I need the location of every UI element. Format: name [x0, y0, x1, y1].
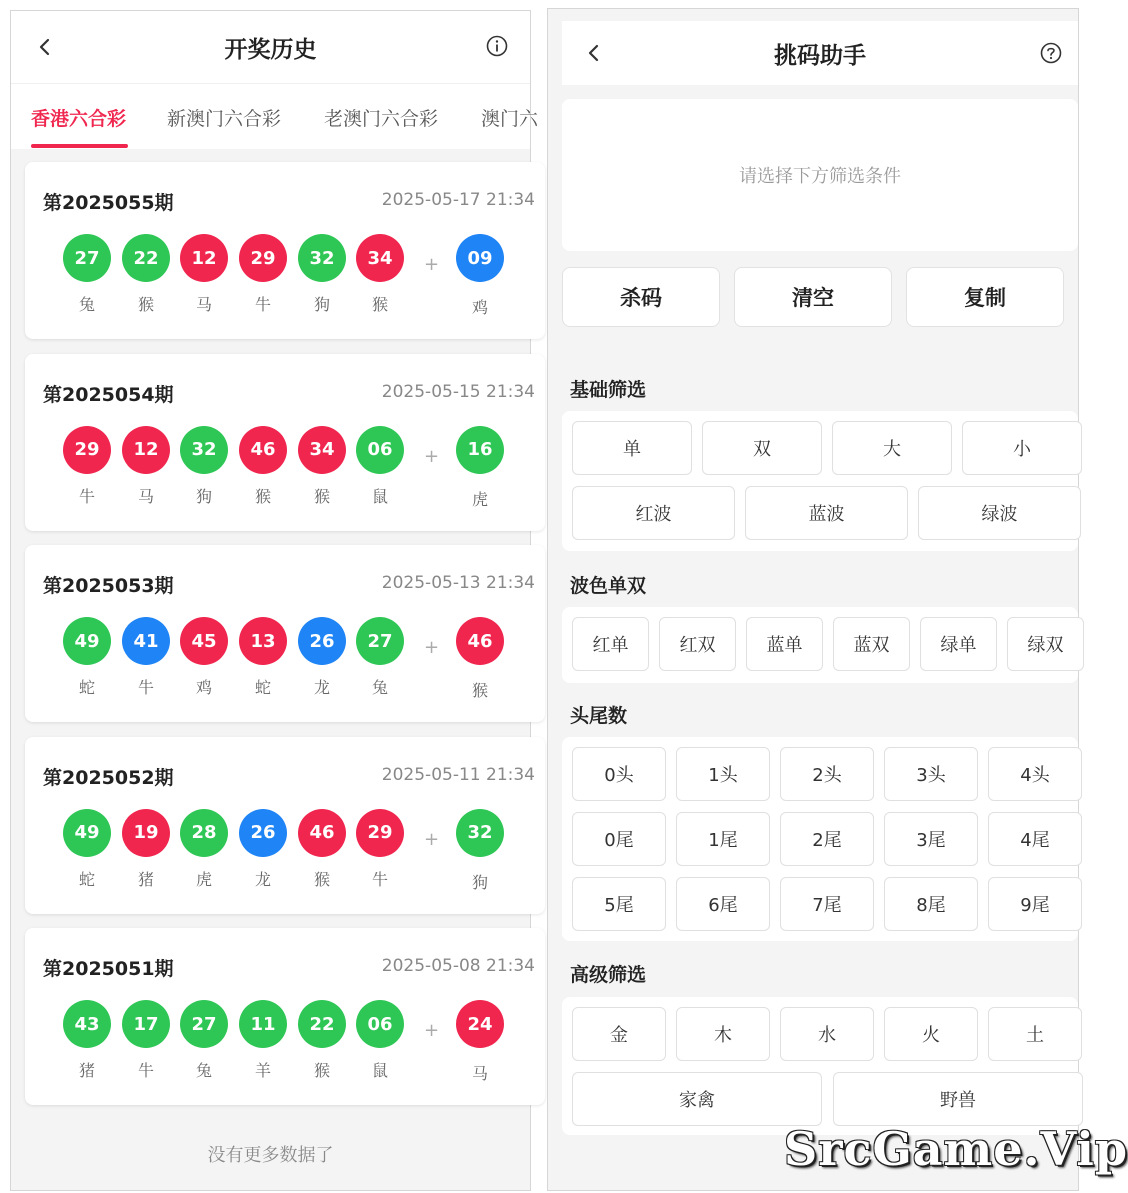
active-tab-indicator: [31, 144, 128, 148]
filter-option-wave-parity[interactable]: 蓝单: [746, 617, 823, 671]
draw-card[interactable]: [25, 545, 545, 722]
watermark: SrcGame.Vip: [784, 1122, 1128, 1176]
filter-option-tail[interactable]: 5尾: [572, 877, 666, 931]
filter-option-tail[interactable]: 6尾: [676, 877, 770, 931]
filter-option-animal-type[interactable]: 家禽: [572, 1072, 822, 1126]
number-ball: 22: [298, 1000, 346, 1048]
number-ball: 12: [122, 426, 170, 474]
filter-option-head[interactable]: 1头: [676, 747, 770, 801]
history-header: [11, 11, 530, 83]
filter-option-tail[interactable]: 3尾: [884, 812, 978, 866]
draw-time: 2025-05-15 21:34: [381, 381, 535, 402]
filter-option-tail[interactable]: 2尾: [780, 812, 874, 866]
plus-separator: +: [424, 254, 440, 275]
number-ball: 26: [239, 809, 287, 857]
filter-option-wave-color[interactable]: 红波: [572, 486, 735, 540]
number-ball: 28: [180, 809, 228, 857]
number-ball: 27: [180, 1000, 228, 1048]
filter-option-element[interactable]: 火: [884, 1007, 978, 1061]
number-ball: 41: [122, 617, 170, 665]
number-ball: 17: [122, 1000, 170, 1048]
zodiac-label: 蛇: [78, 869, 95, 889]
zodiac-label: 鸡: [471, 298, 488, 317]
section-basic-title: 基础筛选: [570, 379, 647, 401]
tab-hk-marksix[interactable]: 香港六合彩: [31, 108, 127, 130]
zodiac-label: 虎: [471, 489, 488, 509]
plus-separator: +: [424, 445, 440, 467]
draw-card[interactable]: [25, 162, 545, 339]
zodiac-label: 猪: [137, 869, 154, 889]
special-number-ball: 32: [456, 809, 504, 857]
section-headtail-title: 头尾数: [570, 705, 628, 727]
plus-separator: +: [424, 828, 440, 850]
info-icon[interactable]: [486, 35, 508, 57]
draw-card[interactable]: [25, 928, 545, 1105]
number-ball: 49: [63, 809, 111, 857]
zodiac-label: 狗: [471, 872, 488, 892]
zodiac-label: 牛: [371, 869, 388, 889]
number-ball: 12: [180, 234, 228, 282]
zodiac-label: 牛: [254, 295, 271, 314]
filter-option-wave-parity[interactable]: 蓝双: [833, 617, 910, 671]
filter-option-element[interactable]: 木: [676, 1007, 770, 1061]
number-ball: 29: [239, 234, 287, 282]
zodiac-label: 马: [471, 1064, 488, 1083]
picker-header: [562, 21, 1078, 85]
number-ball: 06: [356, 426, 404, 474]
tab-old-macau[interactable]: 老澳门六合彩: [324, 108, 439, 130]
draw-period: 第2025051期: [43, 958, 174, 980]
number-ball: 11: [239, 1000, 287, 1048]
zodiac-label: 蛇: [254, 678, 271, 697]
filter-option-tail[interactable]: 7尾: [780, 877, 874, 931]
filter-option-head[interactable]: 0头: [572, 747, 666, 801]
zodiac-label: 马: [195, 295, 212, 314]
special-number-ball: 16: [456, 426, 504, 474]
zodiac-label: 猴: [137, 295, 154, 314]
draw-period: 第2025055期: [43, 192, 174, 214]
draw-card[interactable]: [25, 737, 545, 914]
draw-time: 2025-05-17 21:34: [381, 190, 535, 210]
zodiac-label: 龙: [313, 678, 330, 697]
number-ball: 46: [298, 809, 346, 857]
selection-display: 请选择下方筛选条件: [562, 99, 1078, 251]
draw-card[interactable]: [25, 354, 545, 531]
zodiac-label: 牛: [137, 678, 154, 697]
plus-separator: +: [424, 637, 440, 658]
filter-option-wave-parity[interactable]: 绿单: [920, 617, 997, 671]
filter-option-tail[interactable]: 4尾: [988, 812, 1082, 866]
filter-option-head[interactable]: 3头: [884, 747, 978, 801]
draw-time: 2025-05-08 21:34: [381, 956, 535, 976]
copy-button[interactable]: 复制: [906, 267, 1064, 327]
number-ball: 29: [63, 426, 111, 474]
zodiac-label: 鼠: [371, 486, 388, 506]
number-ball: 22: [122, 234, 170, 282]
number-ball: 06: [356, 1000, 404, 1048]
filter-option-element[interactable]: 水: [780, 1007, 874, 1061]
draw-period: 第2025053期: [43, 575, 174, 597]
tab-new-macau[interactable]: 新澳门六合彩: [167, 108, 282, 130]
filter-option-basic[interactable]: 双: [702, 421, 822, 475]
filter-option-basic[interactable]: 单: [572, 421, 692, 475]
special-number-ball: 46: [456, 617, 504, 665]
draw-period: 第2025052期: [43, 766, 174, 789]
draw-period: 第2025054期: [43, 383, 174, 406]
filter-option-wave-parity[interactable]: 红双: [659, 617, 736, 671]
number-ball: 43: [63, 1000, 111, 1048]
zodiac-label: 蛇: [78, 678, 95, 697]
filter-option-tail[interactable]: 8尾: [884, 877, 978, 931]
help-icon[interactable]: [1040, 42, 1062, 64]
special-number-ball: 09: [456, 234, 504, 282]
filter-option-basic[interactable]: 小: [962, 421, 1082, 475]
number-ball: 27: [63, 234, 111, 282]
filter-option-wave-parity[interactable]: 绿双: [1007, 617, 1084, 671]
zodiac-label: 虎: [195, 869, 212, 889]
filter-option-element[interactable]: 金: [572, 1007, 666, 1061]
filter-option-wave-color[interactable]: 蓝波: [745, 486, 908, 540]
back-icon[interactable]: [35, 37, 55, 57]
zodiac-label: 狗: [313, 295, 330, 314]
filter-option-tail[interactable]: 0尾: [572, 812, 666, 866]
zodiac-label: 猪: [78, 1061, 95, 1080]
zodiac-label: 鸡: [195, 678, 212, 697]
no-more-data: 没有更多数据了: [207, 1145, 334, 1166]
zodiac-label: 鼠: [371, 1061, 388, 1080]
picker-title: 挑码助手: [774, 42, 866, 69]
tab-macau[interactable]: 澳门六: [481, 108, 539, 130]
section-advanced-title: 高级筛选: [570, 964, 647, 986]
number-ball: 26: [298, 617, 346, 665]
zodiac-label: 羊: [254, 1061, 271, 1080]
lottery-tabs: [11, 83, 539, 149]
back-icon[interactable]: [584, 43, 604, 63]
draw-time: 2025-05-13 21:34: [381, 573, 535, 593]
filter-option-animal-type[interactable]: 野兽: [833, 1072, 1083, 1126]
filter-option-tail[interactable]: 9尾: [988, 877, 1082, 931]
number-ball: 34: [356, 234, 404, 282]
zodiac-label: 猴: [313, 486, 330, 506]
zodiac-label: 兔: [371, 678, 388, 697]
zodiac-label: 牛: [78, 486, 95, 506]
kill-number-button[interactable]: 杀码: [562, 267, 720, 327]
number-ball: 19: [122, 809, 170, 857]
number-ball: 32: [298, 234, 346, 282]
number-ball: 29: [356, 809, 404, 857]
filter-option-wave-parity[interactable]: 红单: [572, 617, 649, 671]
filter-option-tail[interactable]: 1尾: [676, 812, 770, 866]
plus-separator: +: [424, 1020, 440, 1041]
number-ball: 27: [356, 617, 404, 665]
section-wave-title: 波色单双: [570, 575, 647, 597]
zodiac-label: 马: [137, 486, 154, 506]
number-ball: 46: [239, 426, 287, 474]
draw-history-panel: [10, 10, 539, 1191]
zodiac-label: 兔: [195, 1061, 212, 1080]
clear-button[interactable]: 清空: [734, 267, 892, 327]
zodiac-label: 狗: [195, 486, 212, 506]
number-ball: 34: [298, 426, 346, 474]
filter-option-wave-color[interactable]: 绿波: [918, 486, 1081, 540]
history-title: 开奖历史: [224, 36, 317, 63]
number-ball: 49: [63, 617, 111, 665]
number-picker-panel: [547, 8, 1079, 1191]
zodiac-label: 猴: [254, 486, 271, 506]
zodiac-label: 猴: [371, 295, 388, 314]
special-number-ball: 24: [456, 1000, 504, 1048]
zodiac-label: 猴: [471, 681, 488, 700]
zodiac-label: 龙: [254, 869, 271, 889]
zodiac-label: 猴: [313, 869, 330, 889]
filter-option-head[interactable]: 4头: [988, 747, 1082, 801]
zodiac-label: 猴: [313, 1061, 330, 1080]
zodiac-label: 兔: [78, 295, 95, 314]
zodiac-label: 牛: [137, 1061, 154, 1080]
filter-option-basic[interactable]: 大: [832, 421, 952, 475]
number-ball: 32: [180, 426, 228, 474]
filter-option-head[interactable]: 2头: [780, 747, 874, 801]
draw-time: 2025-05-11 21:34: [381, 764, 535, 785]
filter-option-element[interactable]: 土: [988, 1007, 1082, 1061]
number-ball: 45: [180, 617, 228, 665]
number-ball: 13: [239, 617, 287, 665]
